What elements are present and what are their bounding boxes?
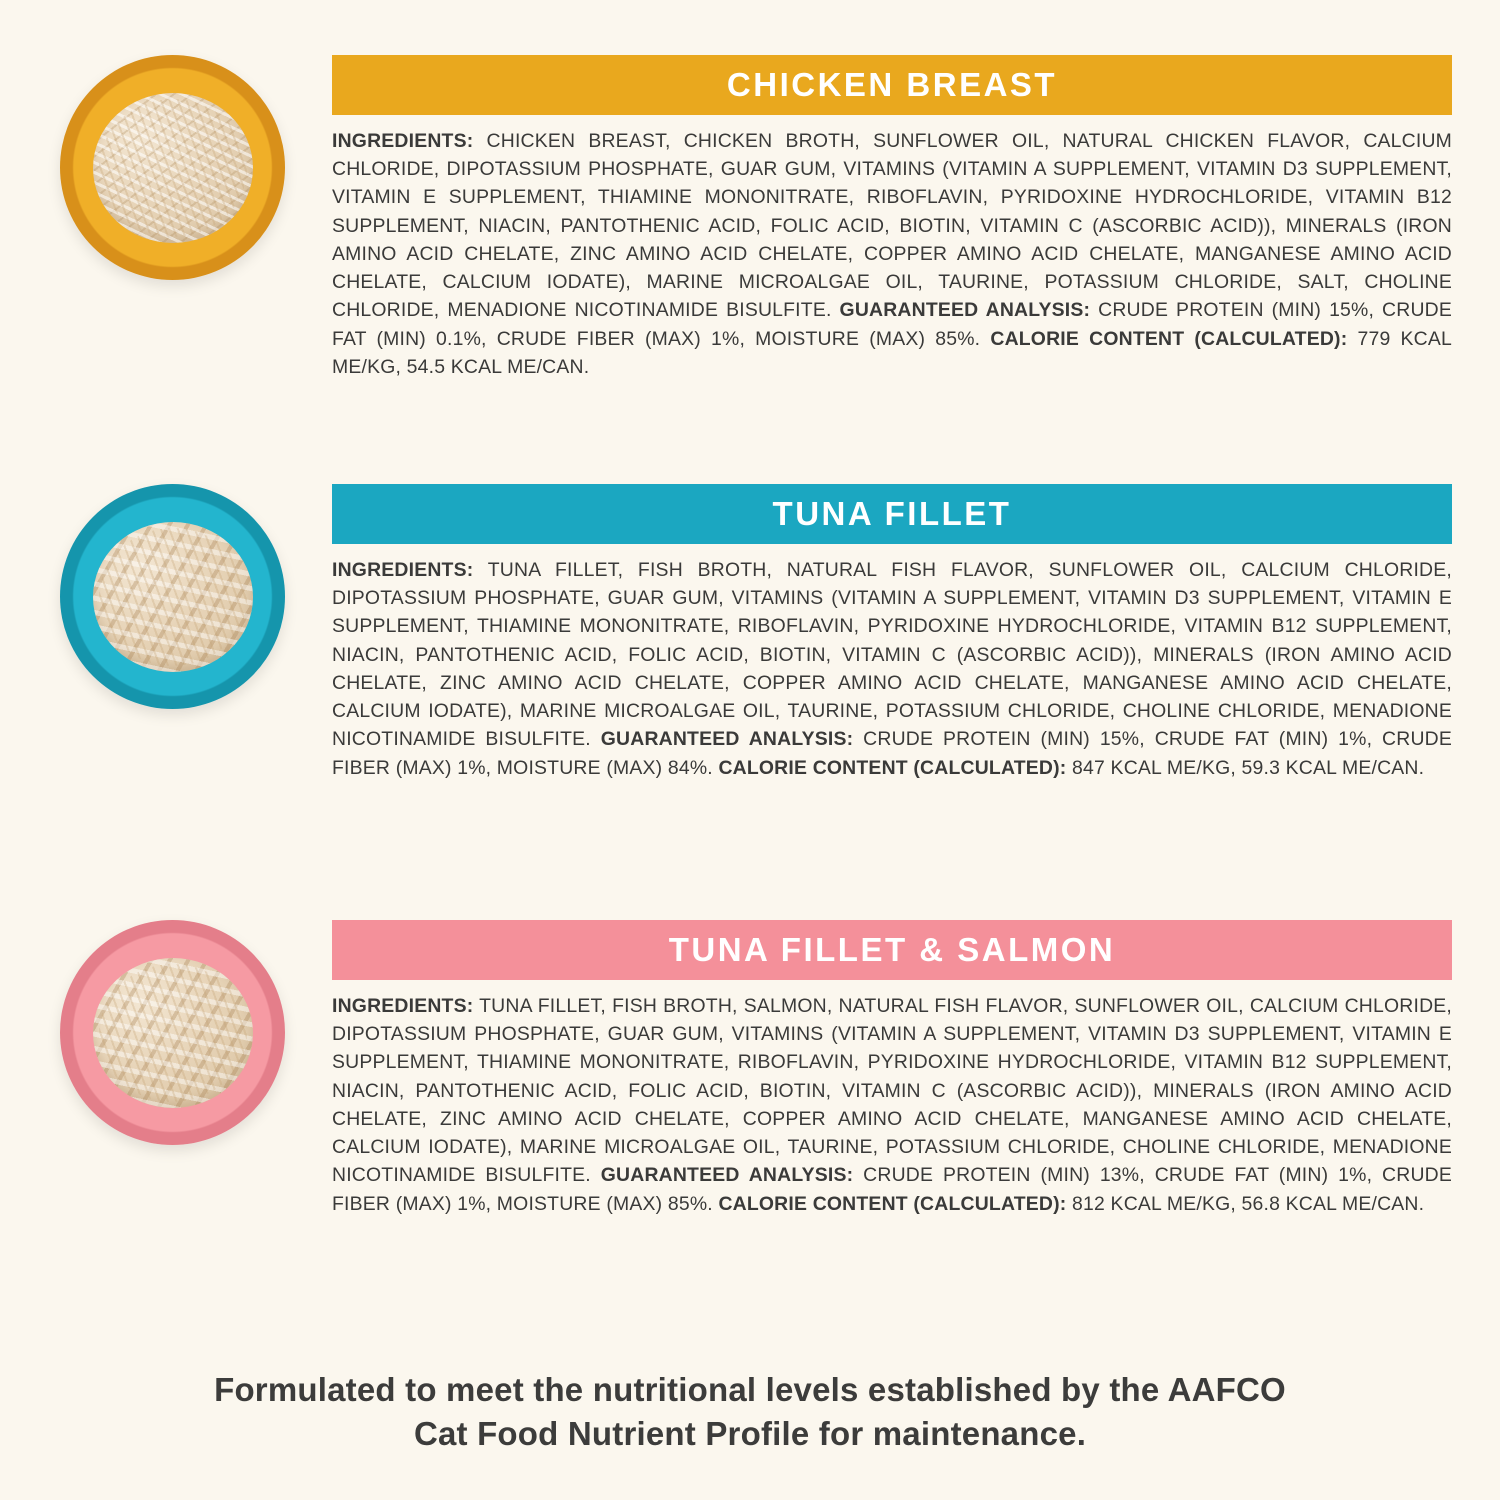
aafco-statement-line-2: Cat Food Nutrient Profile for maintenance. bbox=[413, 1414, 1087, 1452]
guaranteed-analysis-label: GUARANTEED ANALYSIS: bbox=[839, 299, 1091, 322]
calorie-content-value: 779 KCAL ME/KG, 54.5 KCAL ME/CAN. bbox=[332, 327, 1452, 378]
product-ingredients-text bbox=[332, 556, 1452, 782]
guaranteed-analysis-value: CRUDE PROTEIN (MIN) 15%, CRUDE FAT (MIN) 1%, CRUDE FIBER (MAX) 1%, MOISTURE (MAX) 84%. bbox=[332, 728, 1452, 779]
calorie-content-label: CALORIE CONTENT (CALCULATED): bbox=[718, 1192, 1067, 1215]
product-ingredients-text bbox=[332, 992, 1452, 1218]
product-title: CHICKEN BREAST bbox=[726, 66, 1058, 103]
flaked-food-icon bbox=[93, 958, 253, 1108]
guaranteed-analysis-label: GUARANTEED ANALYSIS: bbox=[600, 728, 854, 751]
product-image-tuna-fillet bbox=[60, 484, 300, 724]
ingredients-value: TUNA FILLET, FISH BROTH, SALMON, NATURAL FISH FLAVOR, SUNFLOWER OIL, CALCIUM CHLORIDE, DIPOTASSIUM PHOSPHATE, GUAR GUM, VITAMINS (VITAMIN A SUPPLEMENT, VITAMIN D3 SUPPLEMENT, VITAMIN E SUPPLEMENT, THIAMINE MONONITRATE, RIBOFLAVIN, PYRIDOXINE HYDROCHLORIDE, VITAMIN B12 SUPPLEMENT, NIACIN, PANTOTHENIC ACID, FOLIC ACID, BIOTIN, VITAMIN C (ASCORBIC ACID)), MINERALS (IRON AMINO ACID CHELATE, ZINC AMINO ACID CHELATE, COPPER AMINO ACID CHELATE, MANGANESE AMINO ACID CHELATE, CALCIUM IODATE), MARINE MICROALGAE OIL, TAURINE, POTASSIUM CHLORIDE, CHOLINE CHLORIDE, MENADIONE NICOTINAMIDE BISULFITE. bbox=[332, 995, 1452, 1187]
bowl-icon bbox=[60, 484, 285, 709]
ingredients-value: TUNA FILLET, FISH BROTH, NATURAL FISH FLAVOR, SUNFLOWER OIL, CALCIUM CHLORIDE, DIPOTASSIUM PHOSPHATE, GUAR GUM, VITAMINS (VITAMIN A SUPPLEMENT, VITAMIN D3 SUPPLEMENT, VITAMIN E SUPPLEMENT, THIAMINE MONONITRATE, RIBOFLAVIN, PYRIDOXINE HYDROCHLORIDE, VITAMIN B12 SUPPLEMENT, NIACIN, PANTOTHENIC ACID, FOLIC ACID, BIOTIN, VITAMIN C (ASCORBIC ACID)), MINERALS (IRON AMINO ACID CHELATE, ZINC AMINO ACID CHELATE, COPPER AMINO ACID CHELATE, MANGANESE AMINO ACID CHELATE, CALCIUM IODATE), MARINE MICROALGAE OIL, TAURINE, POTASSIUM CHLORIDE, CHOLINE CHLORIDE, MENADIONE NICOTINAMIDE BISULFITE. bbox=[332, 559, 1452, 751]
product-title-bar bbox=[332, 920, 1452, 980]
aafco-statement-line-1: Formulated to meet the nutritional levels established by the AAFCO bbox=[214, 1371, 1286, 1408]
product-image-tuna-fillet-and-salmon bbox=[60, 920, 300, 1160]
ingredients-label: INGREDIENTS: bbox=[332, 130, 474, 152]
shredded-food-icon bbox=[93, 93, 253, 243]
product-title: TUNA FILLET bbox=[772, 495, 1012, 532]
ingredients-value: CHICKEN BREAST, CHICKEN BROTH, SUNFLOWER OIL, NATURAL CHICKEN FLAVOR, CALCIUM CHLORIDE, DIPOTASSIUM PHOSPHATE, GUAR GUM, VITAMINS (VITAMIN A SUPPLEMENT, VITAMIN D3 SUPPLEMENT, VITAMIN E SUPPLEMENT, THIAMINE MONONITRATE, RIBOFLAVIN, PYRIDOXINE HYDROCHLORIDE, VITAMIN B12 SUPPLEMENT, NIACIN, PANTOTHENIC ACID, FOLIC ACID, BIOTIN, VITAMIN C (ASCORBIC ACID)), MINERALS (IRON AMINO ACID CHELATE, ZINC AMINO ACID CHELATE, COPPER AMINO ACID CHELATE, MANGANESE AMINO ACID CHELATE, CALCIUM IODATE), MARINE MICROALGAE OIL, TAURINE, POTASSIUM CHLORIDE, SALT, CHOLINE CHLORIDE, MENADIONE NICOTINAMIDE BISULFITE. bbox=[332, 130, 1452, 322]
guaranteed-analysis-label: GUARANTEED ANALYSIS: bbox=[600, 1164, 854, 1187]
bowl-icon bbox=[60, 55, 285, 280]
product-ingredients-text bbox=[332, 127, 1452, 381]
product-title-bar bbox=[332, 484, 1452, 544]
ingredients-label: INGREDIENTS: bbox=[332, 995, 474, 1017]
product-content bbox=[332, 920, 1452, 1237]
aafco-statement bbox=[0, 1368, 1500, 1456]
calorie-content-label: CALORIE CONTENT (CALCULATED): bbox=[718, 756, 1067, 779]
calorie-content-value: 812 KCAL ME/KG, 56.8 KCAL ME/CAN. bbox=[1072, 1192, 1425, 1215]
flaked-food-icon bbox=[93, 522, 253, 672]
bowl-icon bbox=[60, 920, 285, 1145]
ingredients-label: INGREDIENTS: bbox=[332, 559, 474, 581]
guaranteed-analysis-value: CRUDE PROTEIN (MIN) 13%, CRUDE FAT (MIN) 1%, CRUDE FIBER (MAX) 1%, MOISTURE (MAX) 85%. bbox=[332, 1164, 1452, 1215]
calorie-content-label: CALORIE CONTENT (CALCULATED): bbox=[990, 327, 1348, 350]
product-content bbox=[332, 55, 1452, 401]
product-title: TUNA FILLET & SALMON bbox=[668, 931, 1116, 968]
calorie-content-value: 847 KCAL ME/KG, 59.3 KCAL ME/CAN. bbox=[1072, 756, 1425, 779]
product-image-chicken-breast bbox=[60, 55, 300, 295]
product-content bbox=[332, 484, 1452, 801]
guaranteed-analysis-value: CRUDE PROTEIN (MIN) 15%, CRUDE FAT (MIN) 0.1%, CRUDE FIBER (MAX) 1%, MOISTURE (MAX) 85%. bbox=[332, 299, 1452, 350]
product-title-bar bbox=[332, 55, 1452, 115]
